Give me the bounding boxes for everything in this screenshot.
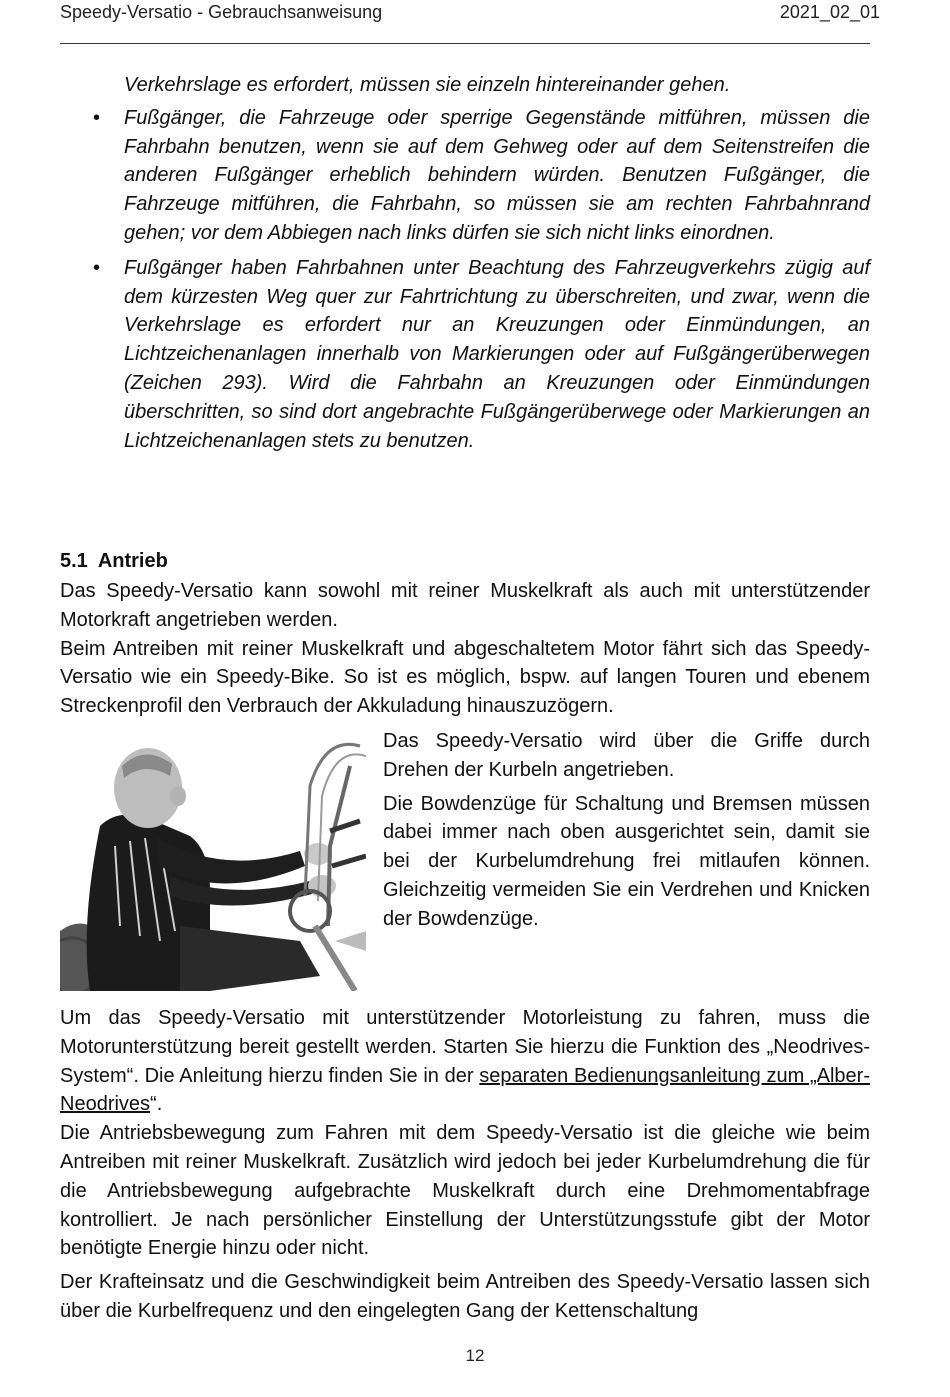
section-number: 5.1 [60,550,88,572]
list-item [93,254,870,456]
person-handbike-photo [60,726,366,991]
intro-line: Verkehrslage es erfordert, müssen sie einzeln hintereinander gehen. [124,74,731,96]
side-text [383,727,870,934]
header-date: 2021_02_01 [779,2,880,22]
neodrives-manual-link[interactable]: separaten Bedienungsanleitung zum „Alber-Neodrives [60,1064,871,1116]
list-item [93,104,870,248]
header-rule [60,43,870,44]
paragraph: Das Speedy-Versatio kann sowohl mit reiner Muskelkraft als auch mit unterstützender Motorkraft angetrieben werden. [60,580,870,631]
paragraph: Beim Antreiben mit reiner Muskelkraft und abgeschaltetem Motor fährt sich das Speedy-Versatio wie ein Speedy-Bike. So ist es möglich, bspw. auf langen Touren und ebenem Streckenprofil den Verbrauch der Akkuladung hinauszuzögern. [60,637,870,718]
page-number: 12 [465,1346,485,1365]
paragraph: Das Speedy-Versatio wird über die Griffe durch Drehen der Kurbeln angetrieben. [383,730,870,781]
paragraph: Der Krafteinsatz und die Geschwindigkeit beim Antreiben des Speedy-Versatio lassen sich über die Kurbelfrequenz und den eingelegten Gang der Kettenschaltung [60,1271,870,1322]
bullet-icon: • [93,106,101,129]
paragraph: Die Bowdenzüge für Schaltung und Bremsen müssen dabei immer nach oben ausgerichtet sein, damit sie bei der Kurbelumdrehung frei mitlaufen können. Gleichzeitig vermeiden Sie ein Verdrehen und Knicken der Bowdenzüge. [383,792,870,930]
bullet-text: Fußgänger haben Fahrbahnen unter Beachtung des Fahrzeugverkehrs zügig auf dem kürzesten Weg quer zur Fahrtrichtung zu überschreiten, und zwar, wenn die Verkehrslage es erfordert nur an Kreuzungen oder Einmündungen, an Lichtzeichenanlagen innerhalb von Markierungen oder auf Fußgängerüberwegen (Zeichen 293). Wird die Fahrbahn an Kreuzungen oder Einmündungen überschritten, so sind dort angebrachte Fußgängerüberwege oder Markierungen an Lichtzeichenanlagen stets zu benutzen. [124,256,870,452]
bullet-section [93,71,870,461]
paragraph-text: Um das Speedy-Versatio mit unterstützender Motorleistung zu fahren, muss die Motorunterstützung bereit gestellt werden. Starten Sie hierzu die Funktion des „Neodrives-System“. Die Anleitung hierzu finden Sie in der [60,1007,870,1087]
section-heading [60,550,168,573]
paragraph-text: “. [150,1093,163,1116]
bullet-icon: • [93,256,101,279]
section-intro [60,577,870,721]
paragraph [60,1004,870,1119]
section-body [60,1004,870,1326]
bullet-list [93,104,870,456]
header-title: Speedy-Versatio - Gebrauchsanweisung [60,2,383,22]
bullet-text: Fußgänger, die Fahrzeuge oder sperrige Gegenstände mitführen, müssen die Fahrbahn benutzen, wenn sie auf dem Gehweg oder auf dem Seitenstreifen die anderen Fußgänger erheblich behindern würden. Benutzen Fußgänger, die Fahrzeuge mitführen, die Fahrbahn, so müssen sie am rechten Fahrbahnrand gehen; vor dem Abbiegen nach links dürfen sie sich nicht links einordnen. [124,106,870,244]
paragraph: Die Antriebsbewegung zum Fahren mit dem Speedy-Versatio ist die gleiche wie beim Antreiben mit reiner Muskelkraft. Zusätzlich wird jedoch bei jeder Kurbelumdrehung die für die Antriebsbewegung aufgebrachte Muskelkraft durch eine Drehmomentabfrage kontrolliert. Je nach persönlicher Einstellung der Unterstützungsstufe gibt der Motor benötigte Energie hinzu oder nicht. [60,1122,870,1260]
page-header [60,2,880,28]
section-title: Antrieb [97,550,168,572]
